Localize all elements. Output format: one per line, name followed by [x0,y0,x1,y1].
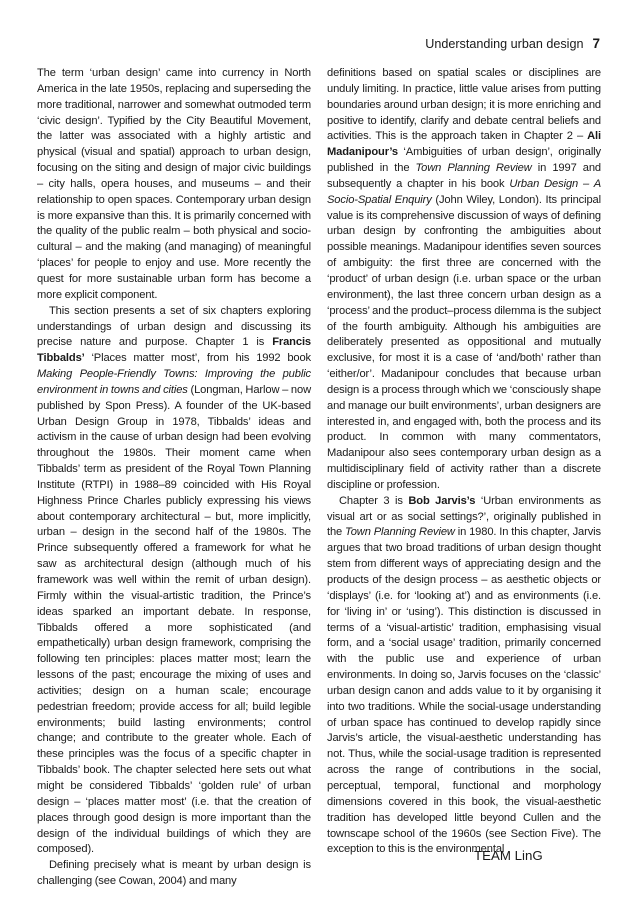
paragraph-jarvis [327,494,601,858]
paragraph-text: The term ‘urban design’ came into currency in North America in the late 1950s, replacing and superseding the more traditional, narrower and somewhat outmoded term ‘civic design’. Typified by the City Beautiful Movement, the latter was associated with a highly artistic and physical (visual and spatial) approach to urban design, focusing on the siting and design of major civic buildings – city halls, opera houses, and museums – and their relationship to open spaces. Contemporary urban design is more expansive than this. It is primarily concerned with the quality of the public realm – both physical and socio-cultural – and the making (and managing) of meaningful ‘places’ for people to enjoy and use. More recently the quest for more sustainable urban form has become a more explicit component. [37,67,311,301]
paragraph-defining [37,858,311,890]
journal-title: Town Planning Review [415,162,532,175]
paragraph-text: ‘Urban environments as visual art or as social settings?’, originally published in the [327,494,602,539]
paragraph-text: Chapter 3 is [339,494,409,507]
author-name-jarvis: Bob Jarvis’s [408,494,476,507]
book-title-socio-spatial: Urban Design – A Socio-Spatial Enquiry [327,177,602,206]
paragraph-text: (Longman, Harlow – now published by Spon Press). A founder of the UK-based Urban Design Group in 1978, Tibbalds’ ideas and activism in the cause of urban design had been evolving throughout the 1980s. Their moment came when Tibbalds’ term as president of the Royal Town Planning Institute (RTPI) in 1988–89 coincided with His Royal Highness Prince Charles publicly expressing his views about contemporary architectural – but, more implicitly, urban – design in the second half of the 1980s. The Prince subsequently offered a framework for what he saw as architectural design (although much of his framework was well within the remit of urban design). Firmly within the visual-artistic tradition, the Prince’s ideas sparked an important debate. In response, Tibbalds offered a more sophisticated (and empathetically) urban design framework, comprising the following ten principles: places matter most; learn the lessons of the past; encourage the mixing of uses and activities; design on a human scale; encourage pedestrian freedom; provide access for all; build legible environments; build lasting environments; control change; and contribute to the greater whole. Each of these principles was the focus of a specific chapter in Tibbalds’ book. The chapter selected here sets out what might be considered Tibbalds’ ‘golden rule’ of urban design – ‘places matter most’ (i.e. that the creation of places through good design is more important than the design of the individual buildings of which they are composed). [37,383,311,856]
page-number: 7 [592,36,600,51]
paragraph-text: in 1980. In this chapter, Jarvis argues that two broad traditions of urban design thought stem from different ways of appreciating design and the products of the design process – as aesthetic objects or ‘displays’ (i.e. for ‘looking at’) and as environments (i.e. for ‘living in’ or ‘using’). This distinction is discussed in terms of a ‘visual-artistic’ tradition, emphasising visual form, and a ‘social usage’ tradition, primarily concerned with the public use and experience of urban environments. In doing so, Jarvis focuses on the ‘classic’ urban design canon and adds value to it by organising it into two traditions. While the social-usage understanding of urban space has continued to develop rapidly since Jarvis’s article, the visual-aesthetic understanding has not. Thus, while the social-usage tradition is represented across the range of contributions in the social, perceptual, temporal, functional and morphology dimensions covered in this book, the visual-aesthetic tradition has developed little beyond Cullen and the townscape school of the 1960s (see Section Five). The exception to this is the environmental [327,526,601,856]
paragraph-madanipour [327,66,601,494]
paragraph-tibbalds [37,304,311,859]
author-name-madanipour: Ali Madanipour’s [327,130,601,159]
running-header [425,36,600,51]
paragraph-text: (John Wiley, London). Its principal value is its comprehensive discussion of ways of defining urban design by confronting the ambiguities about possible meanings. Madanipour identifies seven sources of ambiguity: the first three are concerned with the ‘product’ of urban design (i.e. urban space or the urban environment), the last three concern urban design as a ‘process’ and the product–process dilemma is the subject of the fourth ambiguity. Although his ambiguities are deliberately presented as oppositional and mutually exclusive, for most it is a case of ‘and/both’ rather than ‘either/or’. Madanipour concludes that because urban design is a process through which we ‘consciously shape and manage our built environments’, urban designers are interested in, and engaged with, both the process and its product. In common with many commentators, Madanipour also sees contemporary urban design as a multidisciplinary field of activity rather than a discrete discipline or profession. [327,193,601,491]
author-name-tibbalds: Francis Tibbalds’ [37,336,311,365]
paragraph-text: This section presents a set of six chapters exploring understandings of urban design and discussing its precise nature and purpose. Chapter 1 is [37,304,311,349]
paragraph-text: definitions based on spatial scales or disciplines are unduly limiting. In practice, little value arises from putting boundaries around urban design; it is more enriching and positive to identify, clarify and debate central beliefs and activities. This is the approach taken in Chapter 2 – [327,67,601,143]
paragraph-text: Defining precisely what is meant by urban design is challenging (see Cowan, 2004) and many [37,859,311,888]
paragraph-civic-design [37,66,311,304]
right-column [327,66,601,858]
footer-mark: TEAM LinG [474,848,543,863]
left-column [37,66,311,890]
paragraph-text: ‘Places matter most’, from his 1992 book [84,352,311,365]
paragraph-text: in 1997 and subsequently a chapter in his book [327,162,601,190]
journal-title: Town Planning Review [345,526,455,539]
running-title: Understanding urban design [425,37,584,51]
book-title-people-friendly-towns: Making People-Friendly Towns: Improving the public environment in towns and cities [37,368,311,396]
paragraph-text: ‘Ambiguities of urban design’, originally published in the [327,146,601,175]
